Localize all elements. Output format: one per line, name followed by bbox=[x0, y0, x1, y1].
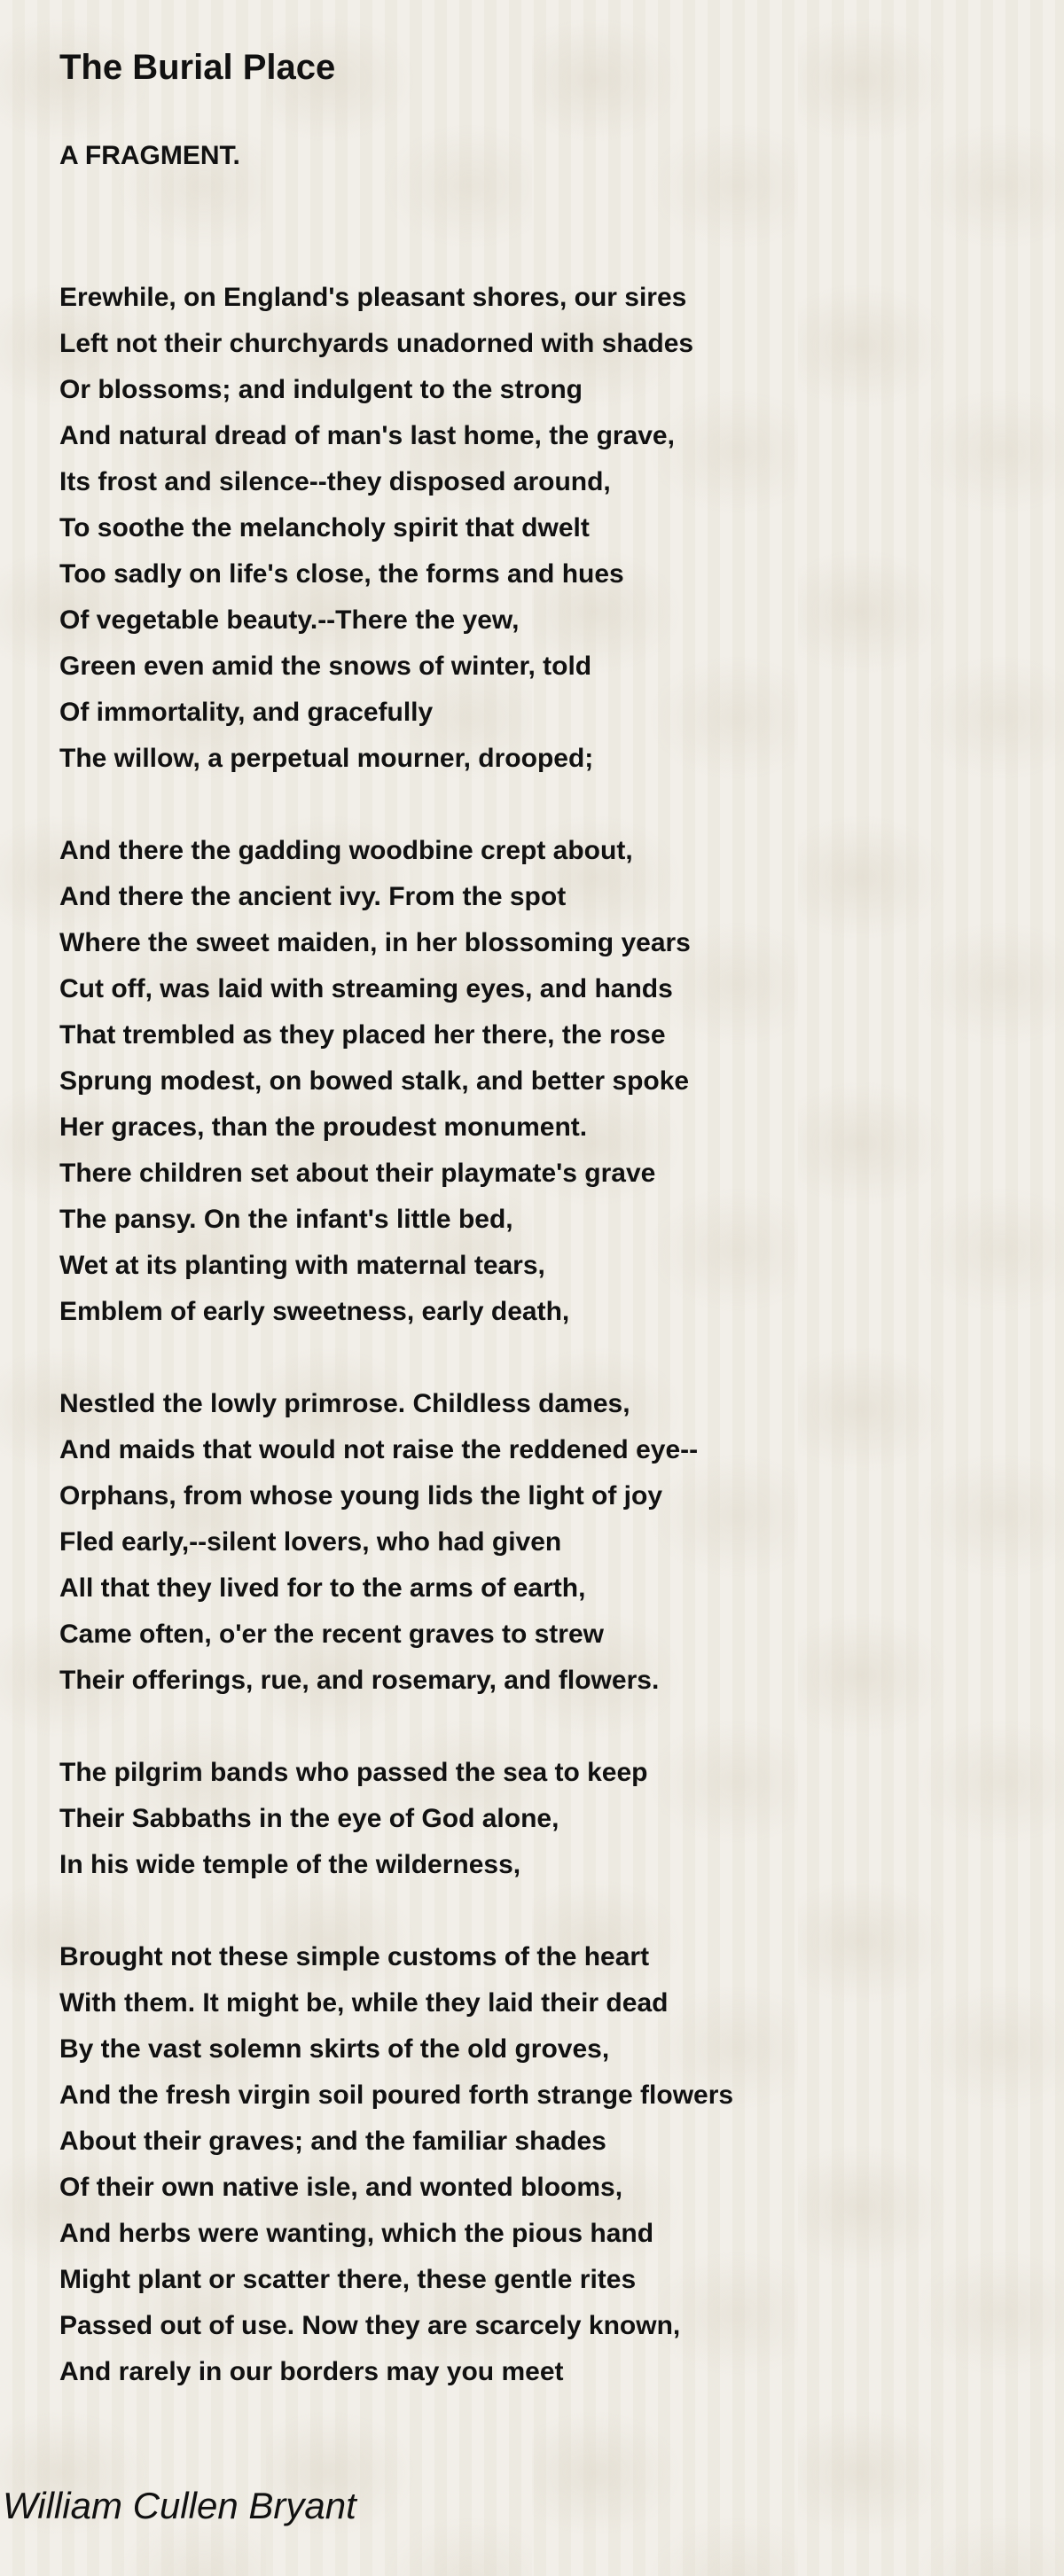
poem-line: Their offerings, rue, and rosemary, and flowers. bbox=[59, 1666, 660, 1695]
poem-line: With them. It might be, while they laid their dead bbox=[59, 1988, 669, 2018]
poem-stanza bbox=[59, 1934, 733, 2395]
poem-line: Or blossoms; and indulgent to the strong bbox=[59, 375, 583, 404]
poem-line: The pansy. On the infant's little bed, bbox=[59, 1205, 513, 1234]
poem-line: Sprung modest, on bowed stalk, and better spoke bbox=[59, 1066, 690, 1096]
poem-line: Brought not these simple customs of the heart bbox=[59, 1942, 650, 1971]
poem-line: Where the sweet maiden, in her blossoming years bbox=[59, 928, 691, 957]
poem-line: Green even amid the snows of winter, told bbox=[59, 652, 592, 681]
poem-line: And maids that would not raise the reddened eye-- bbox=[59, 1435, 699, 1464]
poem-line: About their graves; and the familiar shades bbox=[59, 2127, 606, 2156]
poem-line: Left not their churchyards unadorned with shades bbox=[59, 329, 694, 358]
poem-line: Came often, o'er the recent graves to strew bbox=[59, 1620, 604, 1649]
poem-line: Nestled the lowly primrose. Childless dames, bbox=[59, 1389, 630, 1418]
poem-subtitle: A FRAGMENT. bbox=[59, 141, 240, 170]
poem-line: The pilgrim bands who passed the sea to keep bbox=[59, 1758, 648, 1787]
poem-stanza bbox=[59, 828, 733, 1335]
poem-line: Too sadly on life's close, the forms and hues bbox=[59, 559, 624, 589]
poem-body bbox=[59, 275, 733, 2441]
poem-line: And there the ancient ivy. From the spot bbox=[59, 882, 567, 911]
poem-line: Passed out of use. Now they are scarcely known, bbox=[59, 2311, 681, 2340]
poem-line: By the vast solemn skirts of the old groves, bbox=[59, 2034, 610, 2064]
poem-line: Wet at its planting with maternal tears, bbox=[59, 1251, 545, 1280]
poem-line: Her graces, than the proudest monument. bbox=[59, 1112, 588, 1142]
poem-stanza bbox=[59, 1381, 733, 1704]
poem-line: There children set about their playmate's grave bbox=[59, 1159, 656, 1188]
poem-line: And rarely in our borders may you meet bbox=[59, 2357, 564, 2386]
poem-line: To soothe the melancholy spirit that dwelt bbox=[59, 513, 590, 543]
author-name: William Cullen Bryant bbox=[3, 2485, 356, 2526]
poem-line: And the fresh virgin soil poured forth strange flowers bbox=[59, 2080, 734, 2110]
poem-line: That trembled as they placed her there, the rose bbox=[59, 1020, 666, 1050]
poem-line: And natural dread of man's last home, the grave, bbox=[59, 421, 675, 450]
poem-line: And herbs were wanting, which the pious hand bbox=[59, 2219, 654, 2248]
poem-line: Might plant or scatter there, these gentle rites bbox=[59, 2265, 637, 2294]
poem-line: Of their own native isle, and wonted blooms, bbox=[59, 2173, 623, 2202]
poem-line: Its frost and silence--they disposed around, bbox=[59, 467, 611, 496]
page-title: The Burial Place bbox=[59, 48, 336, 87]
poem-line: Fled early,--silent lovers, who had given bbox=[59, 1527, 562, 1557]
poem-line: Their Sabbaths in the eye of God alone, bbox=[59, 1804, 559, 1833]
poem-line: Erewhile, on England's pleasant shores, our sires bbox=[59, 283, 687, 312]
poem-line: All that they lived for to the arms of earth, bbox=[59, 1573, 586, 1603]
poem-line: Cut off, was laid with streaming eyes, and hands bbox=[59, 974, 673, 1003]
poem-line: The willow, a perpetual mourner, drooped; bbox=[59, 744, 594, 773]
poem-stanza bbox=[59, 275, 733, 782]
poem-line: In his wide temple of the wilderness, bbox=[59, 1850, 521, 1879]
poem-line: Orphans, from whose young lids the light of joy bbox=[59, 1481, 663, 1510]
poem-stanza bbox=[59, 1750, 733, 1888]
poem-line: Of vegetable beauty.--There the yew, bbox=[59, 605, 520, 635]
poem-line: And there the gadding woodbine crept about, bbox=[59, 836, 633, 865]
poem-line: Of immortality, and gracefully bbox=[59, 698, 434, 727]
poem-line: Emblem of early sweetness, early death, bbox=[59, 1297, 570, 1326]
